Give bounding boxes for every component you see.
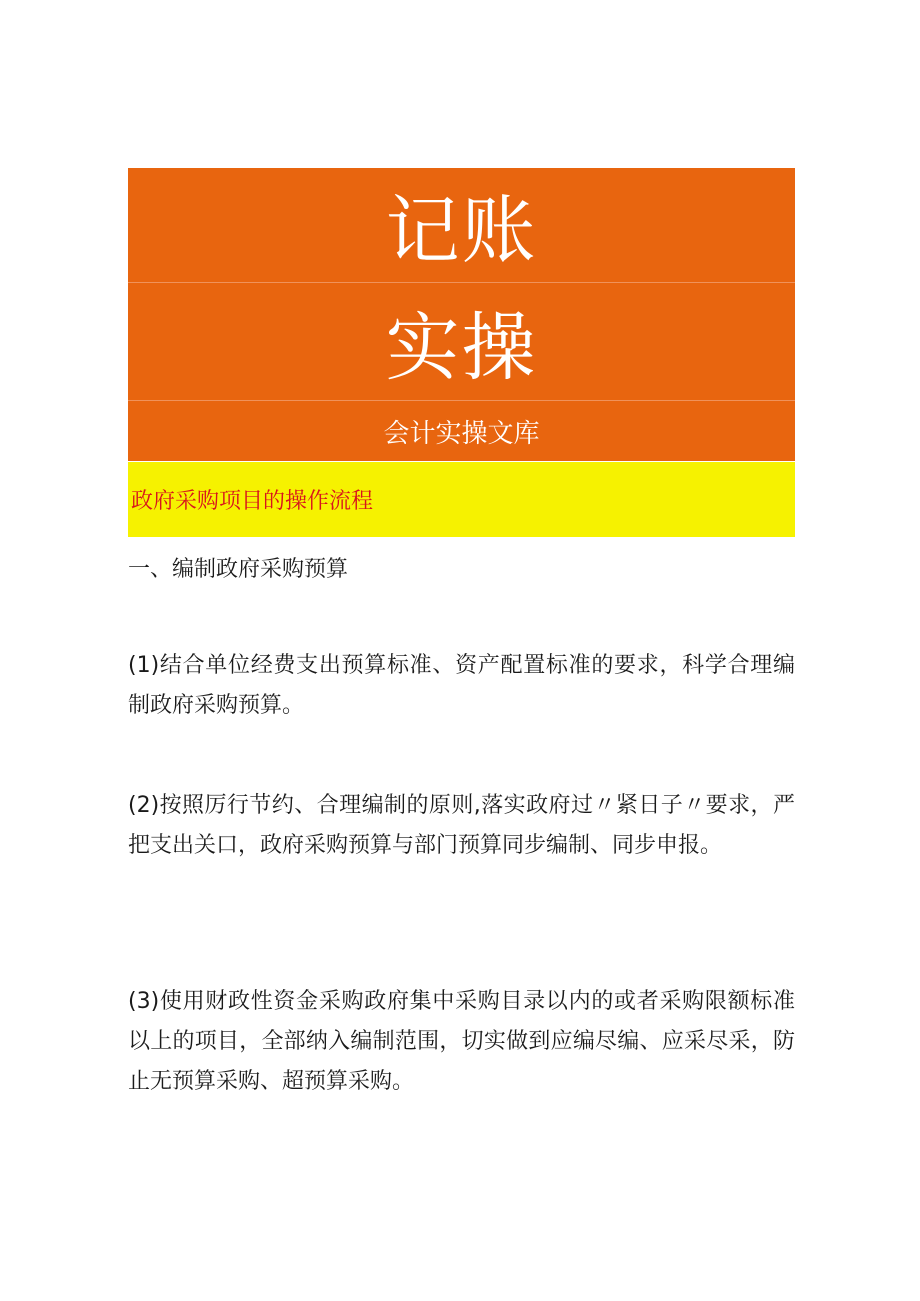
paragraph: (1)结合单位经费支出预算标准、资产配置标准的要求，科学合理编制政府采购预算。 — [128, 653, 795, 718]
paragraph: (3)使用财政性资金采购政府集中采购目录以内的或者采购限额标准以上的项目，全部纳入编制范围，切实做到应编尽编、应采尽采，防止无预算采购、超预算采购。 — [128, 989, 795, 1094]
banner-title-line-2: 实操 — [385, 304, 538, 391]
title-banner — [128, 168, 795, 461]
document-title: 政府采购项目的操作流程 — [131, 489, 374, 514]
section-heading: 一、编制政府采购预算 — [128, 557, 349, 582]
highlight-bar — [128, 462, 795, 537]
paragraph: (2)按照厉行节约、合理编制的原则,落实政府过〃紧日子〃要求，严把支出关口，政府采购预算与部门预算同步编制、同步申报。 — [128, 793, 795, 858]
banner-subtitle: 会计实操文库 — [383, 418, 540, 449]
banner-title-line-1: 记账 — [385, 188, 538, 274]
